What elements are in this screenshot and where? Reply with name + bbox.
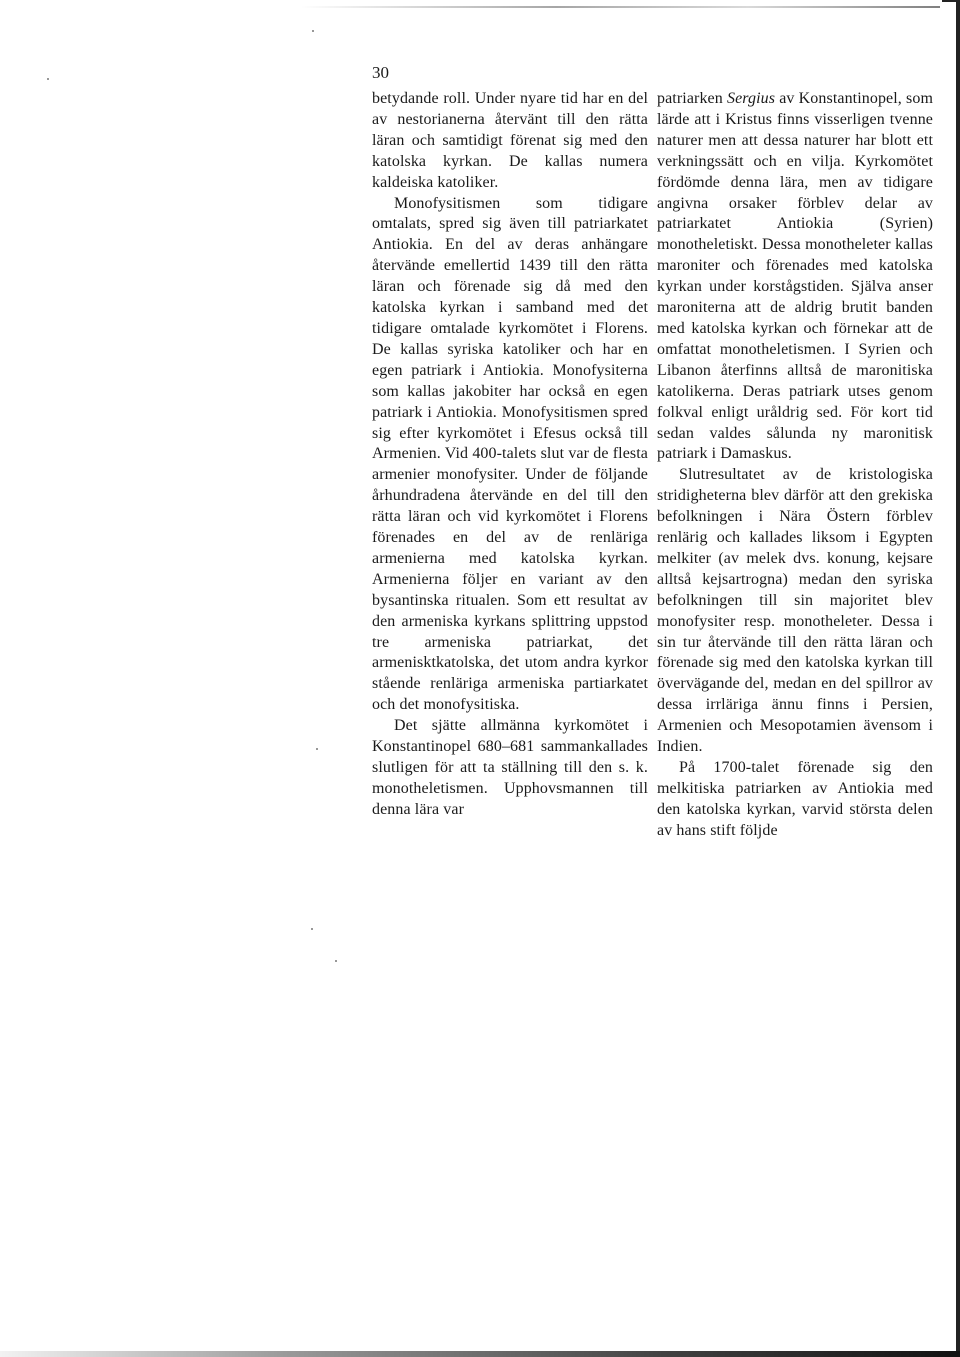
paragraph: Monofysitismen som tidigare omtalats, spred sig även till patriarkatet Antiokia. En del av deras anhängare återvände emellertid 1439 till den rätta läran och förenade sig då med den katolska kyrkan i samband med det tidigare omtalade kyrkomötet i Florens. De kallas syriska katoliker och har en egen patriark i Antiokia. Monofysiterna som kallas jakobiter har också en egen patriark i Antiokia. Monofysitismen spred sig efter kyrkomötet i Efesus också till Armenien. Vid 400-talets slut var de flesta armenier monofysiter. Under de följande århundradena återvände en del till den rätta läran och vid kyrkomötet i Florens förenades en del av de renläriga armenierna med katolska kyrkan. Armenierna följer en variant av den bysantinska ritualen. Som ett resultat av den armeniska kyrkans splittring uppstod tre armeniska patriarkat, det armenisktkatolska, det utom andra kyrkor stående renläriga armeniska partiarkatet och det monofysitiska. — [372, 194, 648, 714]
scan-edge-top — [300, 6, 940, 8]
scan-edge-right — [956, 0, 960, 1357]
scan-edge-bottom — [0, 1351, 960, 1357]
paragraph-text: av Konstantinopel, som lärde att i Kristus finns visserligen tvenne naturer men att dessa naturer har blott ett verkningssätt och en vilja. Kyrkomötet fördömde denna lära, men av tidigare angivna orsaker förblev delar av patriarkatet Antiokia (Syrien) monotheletiskt. Dessa monotheleter kallas maroniter och förenades med katolska kyrkan under korstågstiden. Själva anser maroniterna att de aldrig brutit banden med katolska kyrkan och förnekar att de omfattat monotheletismen. I Syrien och Libanon återfinns alltså de maronitiska katolikerna. Deras patriark utses genom folkval enligt uråldrig sed. För kort tid sedan valdes sålunda ny maronitisk patriark i Damaskus. — [657, 90, 934, 463]
paragraph: Det sjätte allmänna kyrkomötet i Konstantinopel 680–681 sammankallades slutligen för att ta ställning till den s. k. monotheletismen. Upphovsmannen till denna lära var — [372, 717, 648, 818]
page-number: 30 — [372, 63, 389, 82]
paragraph: På 1700-talet förenade sig den melkitiska patriarken av Antiokia med den katolska kyrkan, varvid största delen av hans stift följde — [657, 759, 933, 839]
italic-name: Sergius — [726, 90, 776, 107]
paragraph: Slutresultatet av de kristologiska stridigheterna blev därför att den grekiska befolkningen i Nära Östern förblev renlärig och kallades liksom i Egypten melkiter (av melek dvs. konung, kejsare alltså kejsartrogna) medan den syriska befolkningen till sin majoritet blev monofysiter resp. monotheleter. Dessa i sin tur återvände till den rätta läran och förenade sig med den katolska kyrkan till övervägande del, medan en del spillror av dessa irrläriga ännu finns i Persien, Armenien och Mesopotamien ävensom i Indien. — [657, 466, 933, 756]
scan-speck — [312, 30, 314, 32]
right-column — [657, 89, 933, 842]
paragraph: betydande roll. Under nyare tid har en del av nestorianerna återvänt till den rätta läran och samtidigt förenat sig med den katolska kyrkan. De kallas numera kaldeiska katoliker. — [372, 90, 648, 191]
paragraph — [657, 89, 933, 465]
left-column — [372, 89, 648, 821]
scan-edge-corner — [942, 0, 960, 10]
scan-speck — [311, 928, 313, 930]
paragraph-text: patriarken — [657, 90, 727, 107]
scan-speck — [316, 748, 318, 750]
scan-speck — [335, 960, 337, 962]
scan-speck — [47, 78, 49, 80]
